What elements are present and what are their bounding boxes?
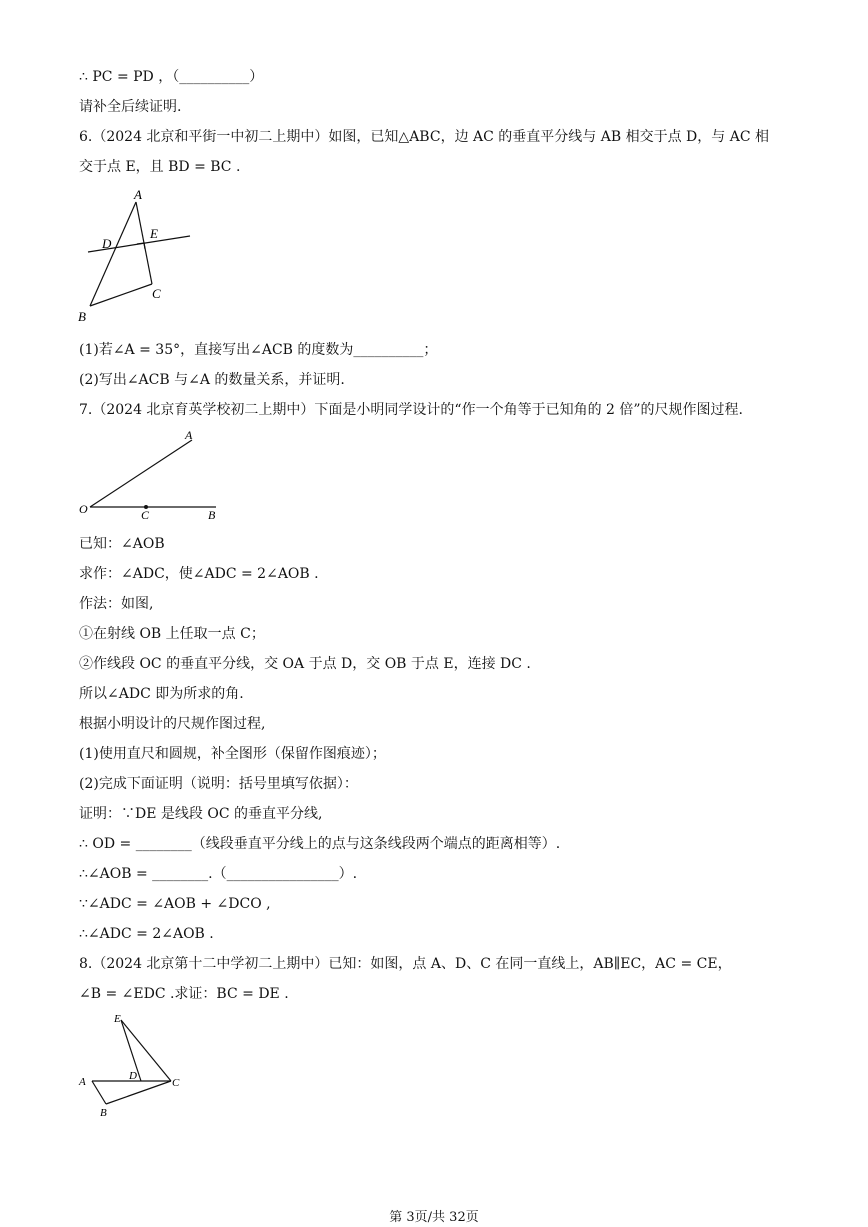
- q7-label-c: C: [141, 508, 150, 522]
- q7-label-b: B: [208, 508, 216, 522]
- q7-method: 作法：如图,: [79, 596, 154, 612]
- q7-proof-4: ∵∠ADC = ∠AOB + ∠DCO ,: [79, 896, 271, 912]
- q8-label-b: B: [100, 1107, 107, 1119]
- q7-part-1: (1)使用直尺和圆规，补全图形（保留作图痕迹）；: [79, 746, 386, 762]
- q8-label-c: C: [172, 1077, 180, 1089]
- q7-instruction: 根据小明设计的尺规作图过程,: [79, 716, 266, 732]
- q7-part-2: (2)完成下面证明（说明：括号里填写依据）：: [79, 776, 358, 792]
- q6-right-angle-mark: [137, 243, 145, 249]
- q7-label-a: A: [185, 428, 193, 442]
- q6-part-1: (1)若∠A = 35°，直接写出∠ACB 的度数为__________；: [79, 342, 438, 358]
- q7-ray-oa: [90, 440, 192, 507]
- q6-stem-line-2: 交于点 E，且 BD = BC .: [79, 159, 241, 175]
- q7-step-1: ①在射线 OB 上任取一点 C；: [79, 626, 265, 642]
- q8-figure: [74, 1008, 194, 1124]
- q7-proof-1: 证明：∵DE 是线段 OC 的垂直平分线,: [79, 806, 323, 822]
- q7-required: 求作：∠ADC，使∠ADC = 2∠AOB .: [79, 566, 319, 582]
- q7-proof-2: ∴ OD = ________（线段垂直平分线上的点与这条线段两个端点的距离相等）.: [79, 836, 561, 852]
- q7-given: 已知：∠AOB: [79, 536, 165, 552]
- q6-stem-line-1: 6.（2024 北京和平街一中初二上期中）如图，已知△ABC，边 AC 的垂直平分线与 AB 相交于点 D，与 AC 相: [79, 129, 769, 145]
- q7-proof-3: ∴∠AOB = ________.（________________）.: [79, 866, 358, 882]
- q6-segment-bc: [90, 284, 152, 306]
- q7-stem: 7.（2024 北京育英学校初二上期中）下面是小明同学设计的“作一个角等于已知角的 2 倍”的尺规作图过程.: [79, 402, 744, 418]
- q8-segment-ab: [92, 1081, 106, 1104]
- q7-conclusion: 所以∠ADC 即为所求的角.: [79, 686, 244, 702]
- page-footer: 第 3页/共 32页: [389, 1210, 479, 1225]
- q8-stem-line-2: ∠B = ∠EDC .求证：BC = DE .: [79, 986, 289, 1002]
- q7-label-o: O: [79, 502, 88, 516]
- line-2: 请补全后续证明.: [79, 99, 182, 115]
- q7-proof-5: ∴∠ADC = 2∠AOB .: [79, 926, 214, 942]
- q6-label-a: A: [134, 187, 142, 202]
- q7-step-2: ②作线段 OC 的垂直平分线，交 OA 于点 D，交 OB 于点 E，连接 DC .: [79, 656, 531, 672]
- q8-label-a: A: [79, 1076, 86, 1088]
- q6-label-b: B: [78, 309, 86, 324]
- q6-figure: [74, 186, 198, 326]
- q6-label-c: C: [152, 286, 161, 301]
- q7-figure: [74, 426, 224, 524]
- q8-segment-bc: [106, 1081, 171, 1104]
- q6-label-e: E: [150, 226, 158, 241]
- q8-label-e: E: [114, 1013, 121, 1025]
- q6-segment-ab: [90, 202, 136, 306]
- q6-label-d: D: [102, 236, 112, 251]
- line-1: ∴ PC = PD ，（__________）: [79, 69, 264, 85]
- q8-stem-line-1: 8.（2024 北京第十二中学初二上期中）已知：如图，点 A、D、C 在同一直线上，AB∥EC，AC = CE，: [79, 956, 732, 972]
- q6-part-2: (2)写出∠ACB 与∠A 的数量关系，并证明.: [79, 372, 345, 388]
- q8-label-d: D: [129, 1070, 137, 1082]
